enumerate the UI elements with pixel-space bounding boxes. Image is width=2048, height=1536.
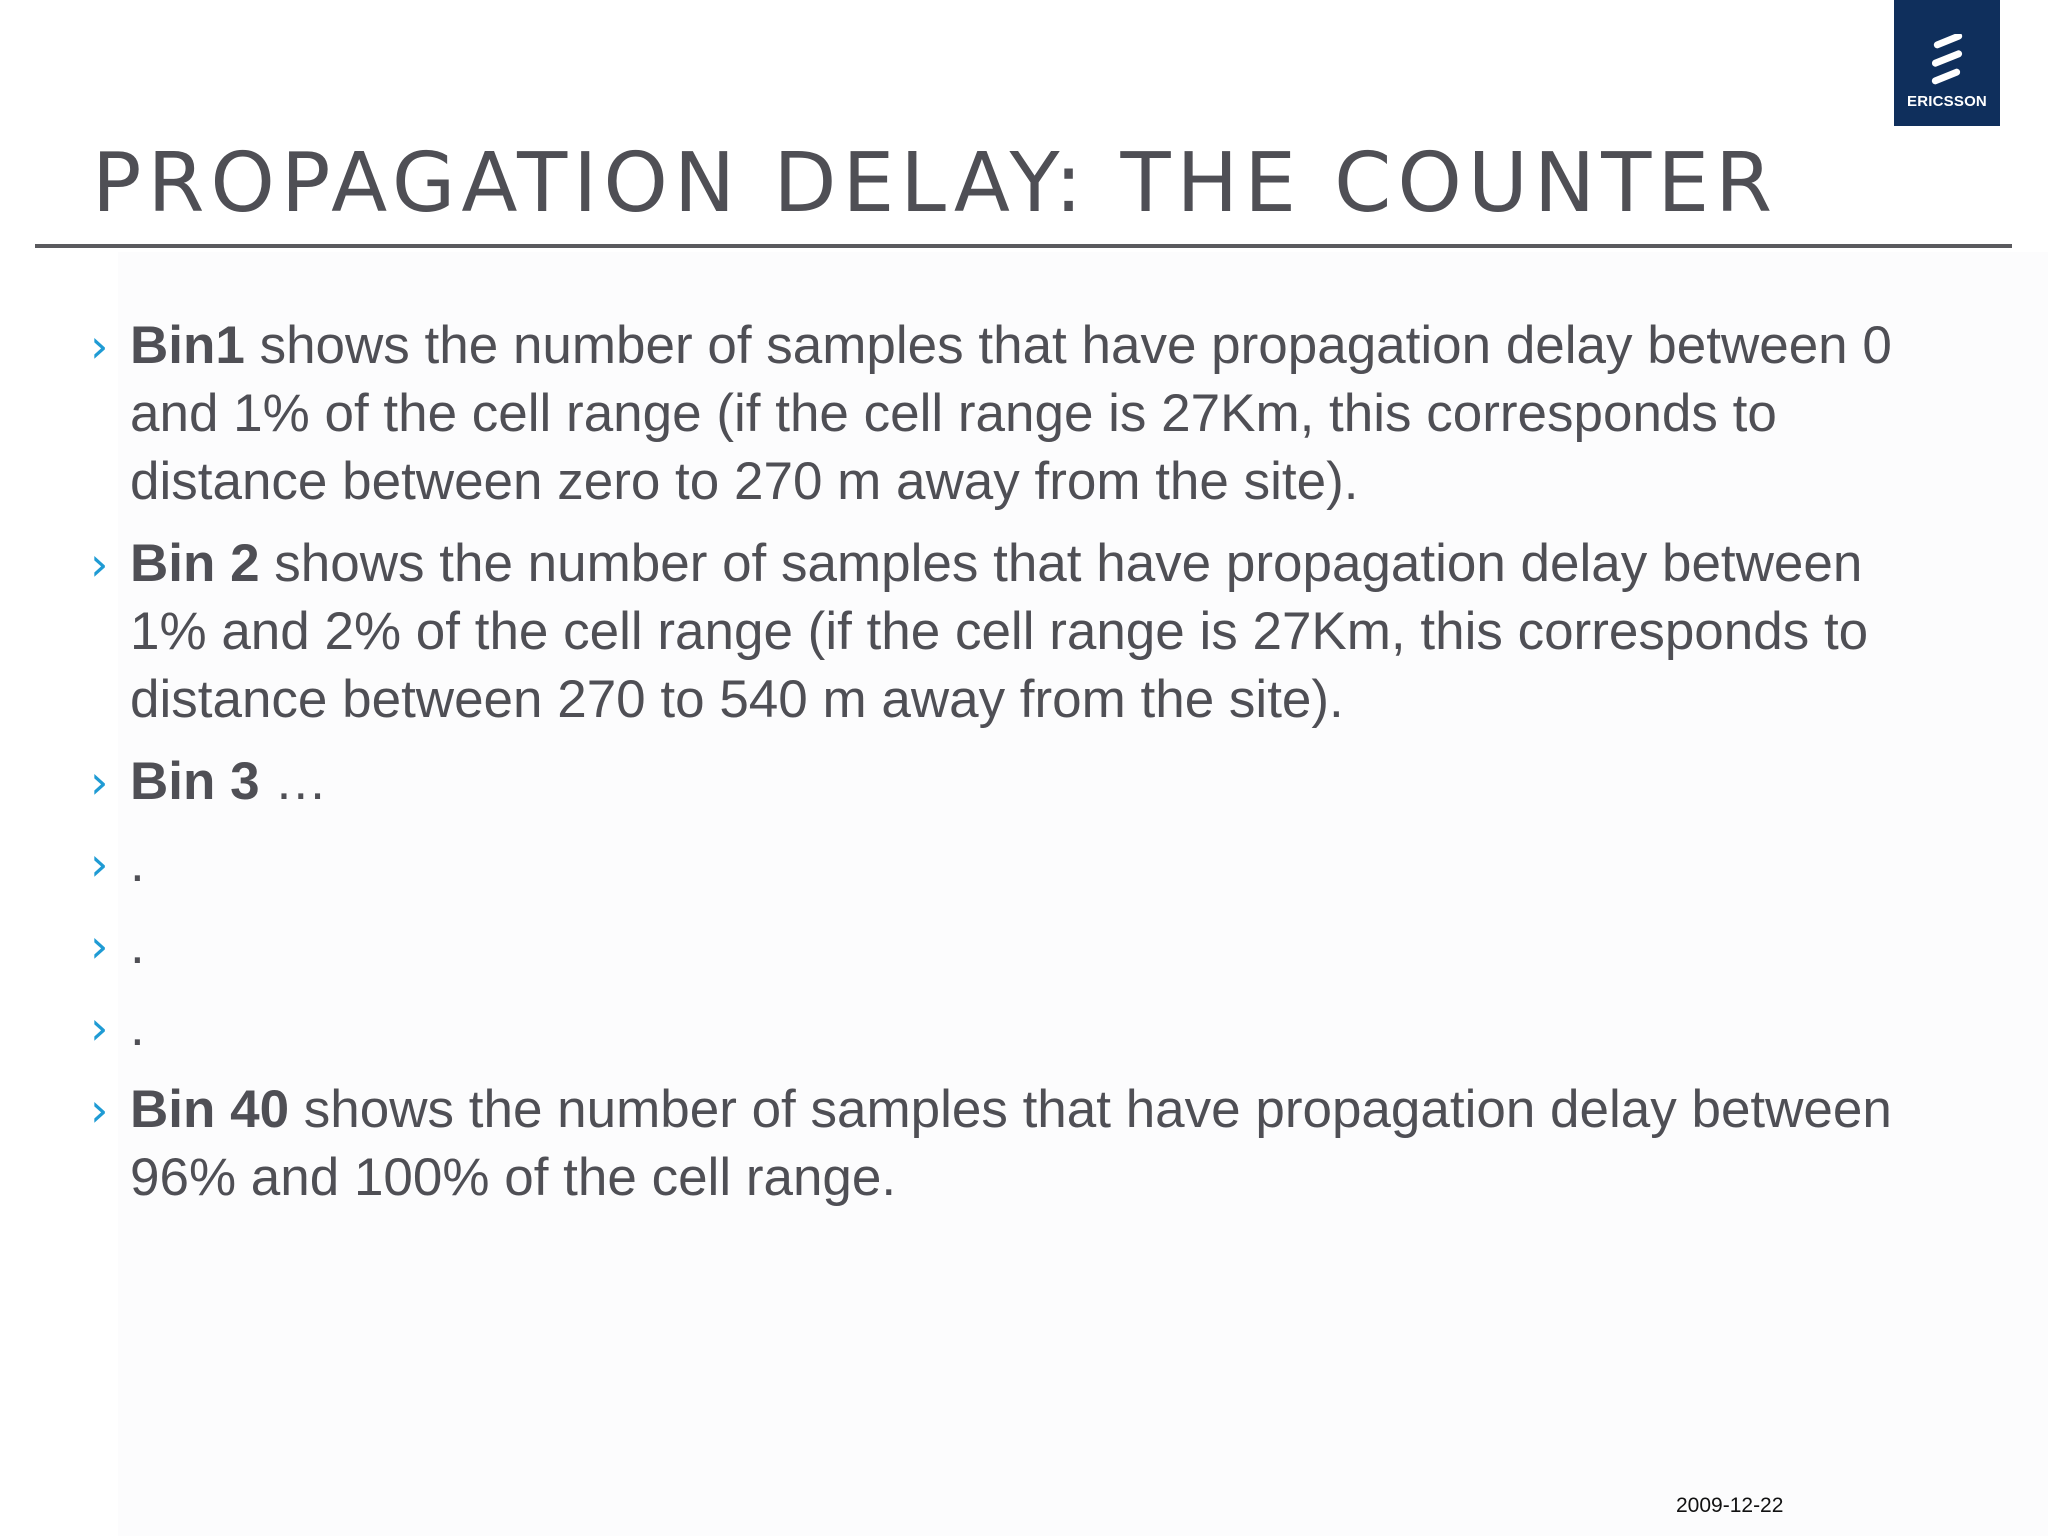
- bullet-item: [90, 312, 1920, 516]
- ericsson-logo: [1894, 0, 2000, 126]
- logo-wordmark: ERICSSON: [1907, 93, 1987, 110]
- bullet-text: shows the number of samples that have propagation delay between 0 and 1% of the cell range (if the cell range is 27Km, this corresponds to distance between zero to 270 m away from the site).: [130, 316, 1892, 511]
- bullet-item: [90, 748, 1920, 816]
- bullet-text: .: [130, 998, 145, 1057]
- slide-title: PROPAGATION DELAY: THE COUNTER: [92, 136, 1779, 231]
- title-divider: [35, 244, 2012, 248]
- chevron-bullet-icon: ›: [90, 319, 109, 373]
- chevron-bullet-icon: ›: [90, 837, 109, 891]
- bullet-lead: Bin 3: [130, 752, 260, 811]
- chevron-bullet-icon: ›: [90, 919, 109, 973]
- chevron-bullet-icon: ›: [90, 537, 109, 591]
- bullet-text: .: [130, 834, 145, 893]
- bullet-item: [90, 1076, 1920, 1212]
- bullet-item: [90, 530, 1920, 734]
- bullet-item: [90, 830, 1920, 898]
- bullet-text: …: [259, 752, 328, 811]
- bullet-text: shows the number of samples that have propagation delay between 1% and 2% of the cell range (if the cell range is 27Km, this corresponds to distance between 270 to 540 m away from the site).: [130, 534, 1869, 729]
- bullet-item: [90, 912, 1920, 980]
- bullet-text: shows the number of samples that have propagation delay between 96% and 100% of the cell range.: [130, 1080, 1892, 1207]
- footer-date: 2009-12-22: [1676, 1494, 1784, 1517]
- bullet-text: .: [130, 916, 145, 975]
- bullet-lead: Bin 2: [130, 534, 260, 593]
- bullet-item: [90, 994, 1920, 1062]
- bullet-lead: Bin1: [130, 316, 245, 375]
- ericsson-logo-icon: [1927, 34, 1967, 86]
- chevron-bullet-icon: ›: [90, 1001, 109, 1055]
- chevron-bullet-icon: ›: [90, 755, 109, 809]
- bullet-list: [90, 312, 1920, 1226]
- bullet-lead: Bin 40: [130, 1080, 290, 1139]
- chevron-bullet-icon: ›: [90, 1083, 109, 1137]
